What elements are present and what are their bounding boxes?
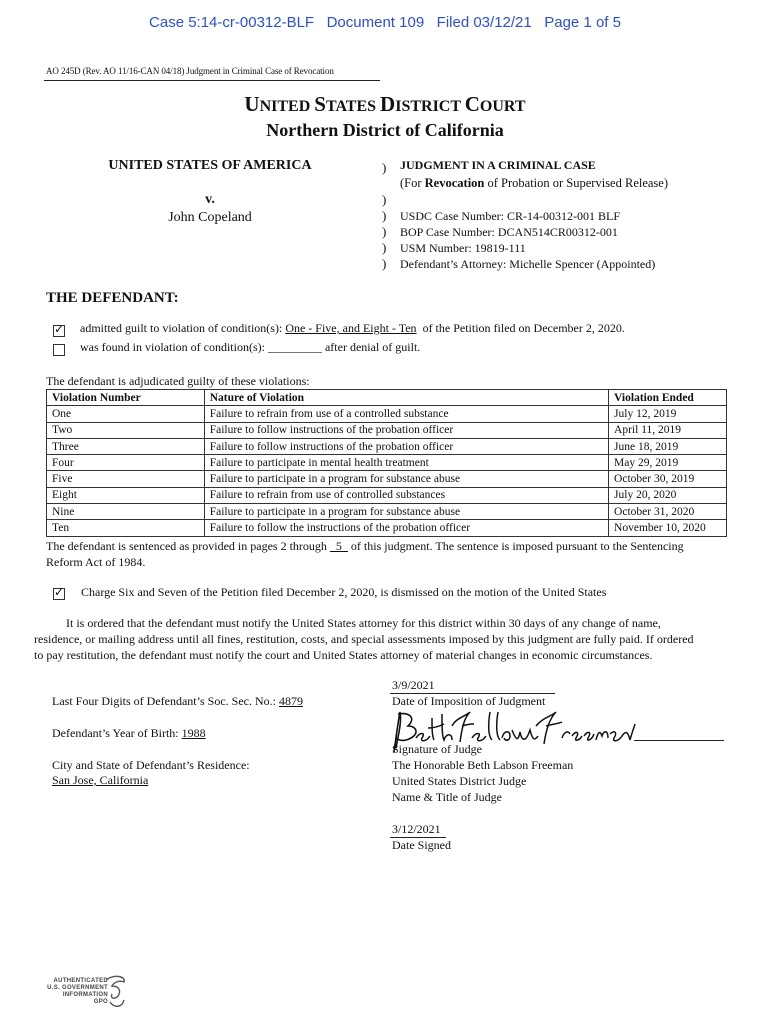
column-header: Nature of Violation [204, 390, 608, 406]
ssn-line: Last Four Digits of Defendant’s Soc. Sec. No.: 4879 [52, 694, 303, 708]
found-line: was found in violation of condition(s): _________ after denial of guilt. [80, 340, 421, 354]
violations-table [46, 389, 727, 537]
column-header: Violation Number [47, 390, 205, 406]
violation-number: Ten [47, 520, 205, 536]
table-row [47, 504, 727, 520]
versus-label: v. [205, 192, 215, 207]
violation-ended: October 31, 2020 [609, 504, 727, 520]
judgment-subtitle: (For Revocation of Probation or Supervised Release) [400, 176, 669, 190]
violation-nature: Failure to follow instructions of the probation officer [204, 422, 608, 438]
violation-nature: Failure to participate in mental health treatment [204, 455, 608, 471]
violation-ended: October 30, 2019 [609, 471, 727, 487]
table-row [47, 487, 727, 503]
signature-rule [634, 740, 724, 741]
form-id: AO 245D (Rev. AO 11/16-CAN 04/18) Judgment in Criminal Case of Revocation [46, 66, 334, 76]
usm-number: USM Number: 19819-111 [400, 241, 526, 255]
violation-nature: Failure to participate in a program for substance abuse [204, 471, 608, 487]
table-row [47, 471, 727, 487]
caption-paren: ) [382, 160, 387, 175]
table-row [47, 520, 727, 536]
bop-case-number: BOP Case Number: DCAN514CR00312-001 [400, 225, 618, 239]
name-title-label: Name & Title of Judge [392, 790, 502, 804]
judgment-title: JUDGMENT IN A CRIMINAL CASE [400, 158, 596, 172]
violation-ended: July 12, 2019 [609, 406, 727, 422]
eagle-icon [100, 974, 130, 1010]
defendant-attorney: Defendant’s Attorney: Michelle Spencer (Appointed) [400, 257, 656, 271]
column-header: Violation Ended [609, 390, 727, 406]
order-line-3: to pay restitution, the defendant must notify the court and United States attorney of material changes in economic circumstances. [34, 648, 653, 662]
judge-name: The Honorable Beth Labson Freeman [392, 758, 574, 772]
violation-number: Five [47, 471, 205, 487]
violations-intro: The defendant is adjudicated guilty of these violations: [46, 374, 310, 388]
signature-label: Signature of Judge [392, 742, 482, 756]
violation-ended: July 20, 2020 [609, 487, 727, 503]
defendant-heading: THE DEFENDANT: [46, 290, 179, 306]
table-row [47, 422, 727, 438]
caption-paren: ) [382, 256, 387, 271]
violation-nature: Failure to refrain from use of controlled substances [204, 487, 608, 503]
sentence-line-2: Reform Act of 1984. [46, 555, 146, 569]
table-row [47, 438, 727, 454]
violation-ended: May 29, 2019 [609, 455, 727, 471]
court-district: Northern District of California [266, 120, 504, 140]
case-header: Case 5:14-cr-00312-BLF Document 109 Filed 03/12/21 Page 1 of 5 [149, 14, 621, 31]
defendant-name: John Copeland [168, 210, 252, 225]
table-row [47, 406, 727, 422]
violation-ended: April 11, 2019 [609, 422, 727, 438]
violation-number: Two [47, 422, 205, 438]
violation-nature: Failure to refrain from use of a controlled substance [204, 406, 608, 422]
caption-paren: ) [382, 224, 387, 239]
caption-paren: ) [382, 240, 387, 255]
violation-nature: Failure to follow the instructions of the probation officer [204, 520, 608, 536]
court-name: UNITED STATES DISTRICT COURT [244, 92, 526, 116]
caption-paren: ) [382, 208, 387, 223]
judge-title: United States District Judge [392, 774, 527, 788]
plaintiff-name: UNITED STATES OF AMERICA [108, 158, 312, 173]
caption-paren: ) [382, 192, 387, 207]
violation-nature: Failure to participate in a program for substance abuse [204, 504, 608, 520]
dismissal-text: Charge Six and Seven of the Petition filed December 2, 2020, is dismissed on the motion of the United States [81, 585, 607, 599]
order-line-2: residence, or mailing address until all fines, restitution, costs, and special assessments imposed by this judgment are fully paid. If ordered [34, 632, 694, 646]
admitted-line: admitted guilt to violation of condition(s): One - Five, and Eight - Ten of the Petition filed on December 2, 2020. [80, 321, 625, 335]
imposition-date: 3/9/2021 [392, 678, 435, 692]
residence-value: San Jose, California [52, 773, 149, 787]
residence-label: City and State of Defendant’s Residence: [52, 758, 250, 772]
found-checkbox[interactable] [53, 344, 65, 356]
imposition-label: Date of Imposition of Judgment [392, 694, 546, 708]
violation-number: Three [47, 438, 205, 454]
violation-number: Eight [47, 487, 205, 503]
order-line-1: It is ordered that the defendant must notify the United States attorney for this district within 30 days of any change of name, [66, 616, 661, 630]
violation-ended: June 18, 2019 [609, 438, 727, 454]
date-signed: 3/12/2021 [392, 822, 441, 836]
dismissal-checkbox[interactable] [53, 588, 65, 600]
birth-year-line: Defendant’s Year of Birth: 1988 [52, 726, 206, 740]
usdc-case-number: USDC Case Number: CR-14-00312-001 BLF [400, 209, 620, 223]
violations-header-row [47, 390, 727, 406]
violation-nature: Failure to follow instructions of the probation officer [204, 438, 608, 454]
violation-number: Nine [47, 504, 205, 520]
violation-number: One [47, 406, 205, 422]
admitted-checkbox[interactable] [53, 325, 65, 337]
table-row [47, 455, 727, 471]
gpo-seal: AUTHENTICATED U.S. GOVERNMENT INFORMATION GPO [44, 974, 134, 1014]
date-signed-label: Date Signed [392, 838, 451, 852]
violation-ended: November 10, 2020 [609, 520, 727, 536]
form-id-rule [44, 80, 380, 81]
sentence-line: The defendant is sentenced as provided in pages 2 through 5 of this judgment. The sentence is imposed pursuant to the Sentencing [46, 539, 684, 553]
violation-number: Four [47, 455, 205, 471]
